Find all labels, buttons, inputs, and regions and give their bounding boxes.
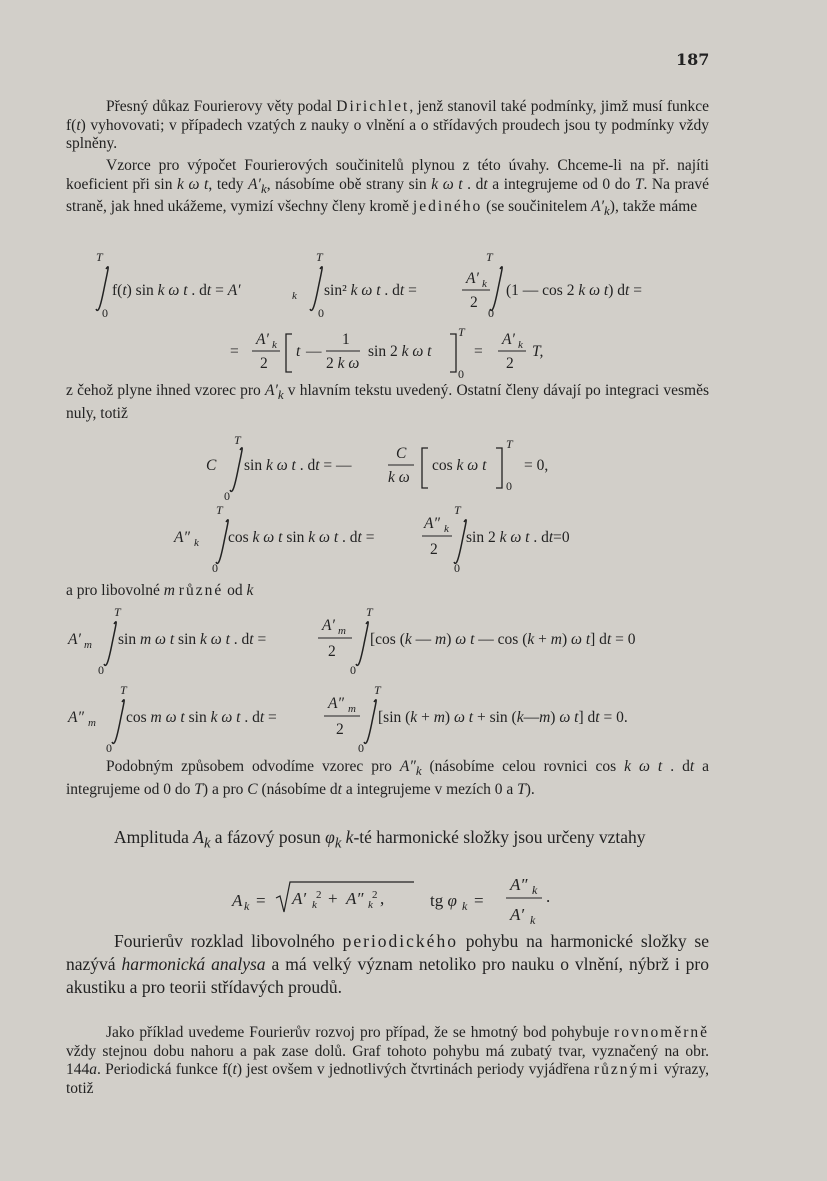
svg-text:2: 2 <box>506 355 514 372</box>
svg-text:0: 0 <box>212 561 218 575</box>
svg-text:m: m <box>348 703 356 715</box>
svg-text:0: 0 <box>458 367 464 381</box>
svg-text:A″: A″ <box>424 515 440 532</box>
equation-1 <box>66 243 716 321</box>
svg-text:2: 2 <box>336 721 344 738</box>
svg-text:A′: A′ <box>256 331 269 348</box>
svg-text:k: k <box>444 523 449 535</box>
paragraph-coefficients: Vzorce pro výpočet Fourierových součinitelů plynou z této úvahy. Chceme-li na př. najíti koeficient při sin k ω t, tedy $A'_k$, násobíme obě strany sin k ω t . dt a integrujeme od 0 do T. Na pravé straně, jak hned ukážeme, vymizí všechny členy kromě jediného (se součinitelem $A'_k$), takže máme <box>66 157 710 219</box>
svg-text:(1 — cos 2 k ω t) dt =: (1 — cos 2 k ω t) dt = <box>506 282 642 299</box>
svg-text:T: T <box>506 437 513 451</box>
svg-text:0: 0 <box>98 663 104 677</box>
svg-text:k: k <box>482 278 487 290</box>
svg-text:sin 2 k ω t . dt=0: sin 2 k ω t . dt=0 <box>466 529 570 546</box>
svg-text:—: — <box>306 343 322 360</box>
svg-text:A′: A′ <box>466 270 479 287</box>
svg-text:=: = <box>474 891 484 910</box>
equation-5 <box>64 602 724 678</box>
svg-text:A: A <box>232 891 243 910</box>
svg-text:T: T <box>316 250 323 264</box>
paragraph-a-double-prime: Podobným způsobem odvodíme vzorec pro $A''_k$ (násobíme celou rovnici cos k ω t . dt a integrujeme od 0 do T) a pro C (násobíme dt a integrujeme v mezích 0 a T). <box>66 758 709 798</box>
svg-text:0: 0 <box>358 741 364 755</box>
svg-text:2: 2 <box>470 294 478 311</box>
svg-text:=: = <box>474 343 483 360</box>
svg-text:[sin (k + m) ω t + sin (k—m) ω: [sin (k + m) ω t + sin (k—m) ω t] dt = 0. <box>378 709 628 726</box>
svg-text:k: k <box>292 290 297 302</box>
svg-text:A″: A″ <box>346 889 364 908</box>
equation-amplitude-phase <box>228 868 588 928</box>
svg-text:T: T <box>120 683 127 697</box>
svg-text:T: T <box>486 250 493 264</box>
svg-text:A′: A′ <box>510 905 525 924</box>
svg-text:t: t <box>296 343 301 360</box>
svg-text:tg φ: tg φ <box>430 891 457 910</box>
svg-text:T: T <box>96 250 103 264</box>
svg-text:0: 0 <box>318 306 324 320</box>
svg-text:k: k <box>462 899 468 913</box>
svg-text:A″: A″ <box>328 695 344 712</box>
svg-text:A″: A″ <box>174 529 190 546</box>
equation-3 <box>196 430 576 506</box>
svg-text:T: T <box>114 605 121 619</box>
equation-4 <box>170 500 630 576</box>
svg-text:= 0,: = 0, <box>524 457 549 474</box>
svg-text:=: = <box>256 891 266 910</box>
paragraph-other-terms: z čehož plyne ihned vzorec pro $A'_k$ v hlavním tekstu uvedený. Ostatní členy dávají po integraci vesměs nuly, totiž <box>66 382 709 422</box>
svg-text:2: 2 <box>430 541 438 558</box>
svg-text:sin k ω t . dt = —: sin k ω t . dt = — <box>244 457 352 474</box>
svg-text:A″: A″ <box>510 875 528 894</box>
svg-text:A″: A″ <box>68 709 84 726</box>
svg-text:1: 1 <box>342 331 350 348</box>
svg-text:T: T <box>234 433 241 447</box>
svg-text:f(t) sin k ω t . dt = A′: f(t) sin k ω t . dt = A′ <box>112 282 241 299</box>
svg-text:k ω: k ω <box>388 469 410 486</box>
svg-text:cos m ω t sin k ω t . dt =: cos m ω t sin k ω t . dt = <box>126 709 277 726</box>
svg-text:k: k <box>272 339 277 351</box>
svg-text:A′: A′ <box>322 617 335 634</box>
svg-text:T,: T, <box>532 343 544 360</box>
svg-text:0: 0 <box>454 561 460 575</box>
svg-text:T: T <box>366 605 373 619</box>
paragraph-dirichlet: Přesný důkaz Fourierovy věty podal Dirichlet, jenž stanovil také podmínky, jimž musí funkce f(t) vyhovovati; v případech vzatých z nauky o vlnění a o střídavých proudech jsou ty podmínky vždy splněny. <box>66 98 709 152</box>
svg-text:sin 2 k ω t: sin 2 k ω t <box>368 343 432 360</box>
svg-text:=: = <box>230 343 239 360</box>
svg-text:A′: A′ <box>68 631 81 648</box>
svg-text:k: k <box>194 537 199 549</box>
svg-text:m: m <box>338 625 346 637</box>
svg-text:T: T <box>458 325 465 339</box>
svg-text:k: k <box>530 913 536 927</box>
svg-text:2: 2 <box>328 643 336 660</box>
paragraph-example: Jako příklad uvedeme Fourierův rozvoj pro případ, že se hmotný bod pohybuje rovnoměrně vždy stejnou dobu nahoru a pak zase dolů. Graf tohoto pohybu má zubatý tvar, vyznačený na obr. 144a. Periodická funkce f(t) jest ovšem v jednotlivých čtvrtinách periody vyjádřena různými výrazy, totiž <box>66 1024 709 1097</box>
svg-text:[cos (k — m) ω t — cos (k + m): [cos (k — m) ω t — cos (k + m) ω t] dt = 0 <box>370 631 636 648</box>
svg-text:2: 2 <box>260 355 268 372</box>
equation-6 <box>64 680 724 756</box>
svg-text:0: 0 <box>488 306 494 320</box>
svg-text:2 k ω: 2 k ω <box>326 355 360 372</box>
svg-text:sin² k ω t . dt =: sin² k ω t . dt = <box>324 282 417 299</box>
svg-text:cos k ω t: cos k ω t <box>432 457 487 474</box>
svg-text:0: 0 <box>106 741 112 755</box>
svg-text:k: k <box>368 899 373 911</box>
svg-text:,: , <box>380 889 385 908</box>
svg-text:T: T <box>216 503 223 517</box>
page-number: 187 <box>676 50 710 69</box>
svg-text:A′: A′ <box>292 889 307 908</box>
svg-text:m: m <box>84 639 92 651</box>
svg-text:2: 2 <box>372 889 378 901</box>
svg-text:T: T <box>374 683 381 697</box>
svg-text:A′: A′ <box>502 331 515 348</box>
paragraph-amplitude: Amplituda $A_k$ a fázový posun $\varphi_k$ k-té harmonické složky jsou určeny vztahy <box>114 827 646 852</box>
svg-text:m: m <box>88 717 96 729</box>
svg-text:C: C <box>396 445 407 462</box>
svg-text:sin m ω t sin k ω t . dt =: sin m ω t sin k ω t . dt = <box>118 631 267 648</box>
svg-text:k: k <box>518 339 523 351</box>
paragraph-arbitrary-m: a pro libovolné m různé od k <box>66 582 254 599</box>
equation-2 <box>220 322 600 384</box>
svg-text:C: C <box>206 457 217 474</box>
svg-text:2: 2 <box>316 889 322 901</box>
svg-text:cos k ω t sin k ω t . dt =: cos k ω t sin k ω t . dt = <box>228 529 375 546</box>
svg-text:k: k <box>312 899 317 911</box>
svg-text:.: . <box>546 887 551 906</box>
paragraph-harmonic-analysis: Fourierův rozklad libovolného periodického pohybu na harmonické složky se nazývá harmonická analysa a má velký význam netoliko pro nauku o vlnění, nýbrž i pro akustiku a pro teorii střídavých proudů. <box>66 931 709 997</box>
svg-text:0: 0 <box>506 479 512 493</box>
svg-text:0: 0 <box>224 489 230 503</box>
svg-text:T: T <box>454 503 461 517</box>
svg-text:0: 0 <box>102 306 108 320</box>
svg-text:+: + <box>328 889 338 908</box>
svg-text:k: k <box>532 883 538 897</box>
svg-text:k: k <box>244 899 250 913</box>
svg-text:0: 0 <box>350 663 356 677</box>
